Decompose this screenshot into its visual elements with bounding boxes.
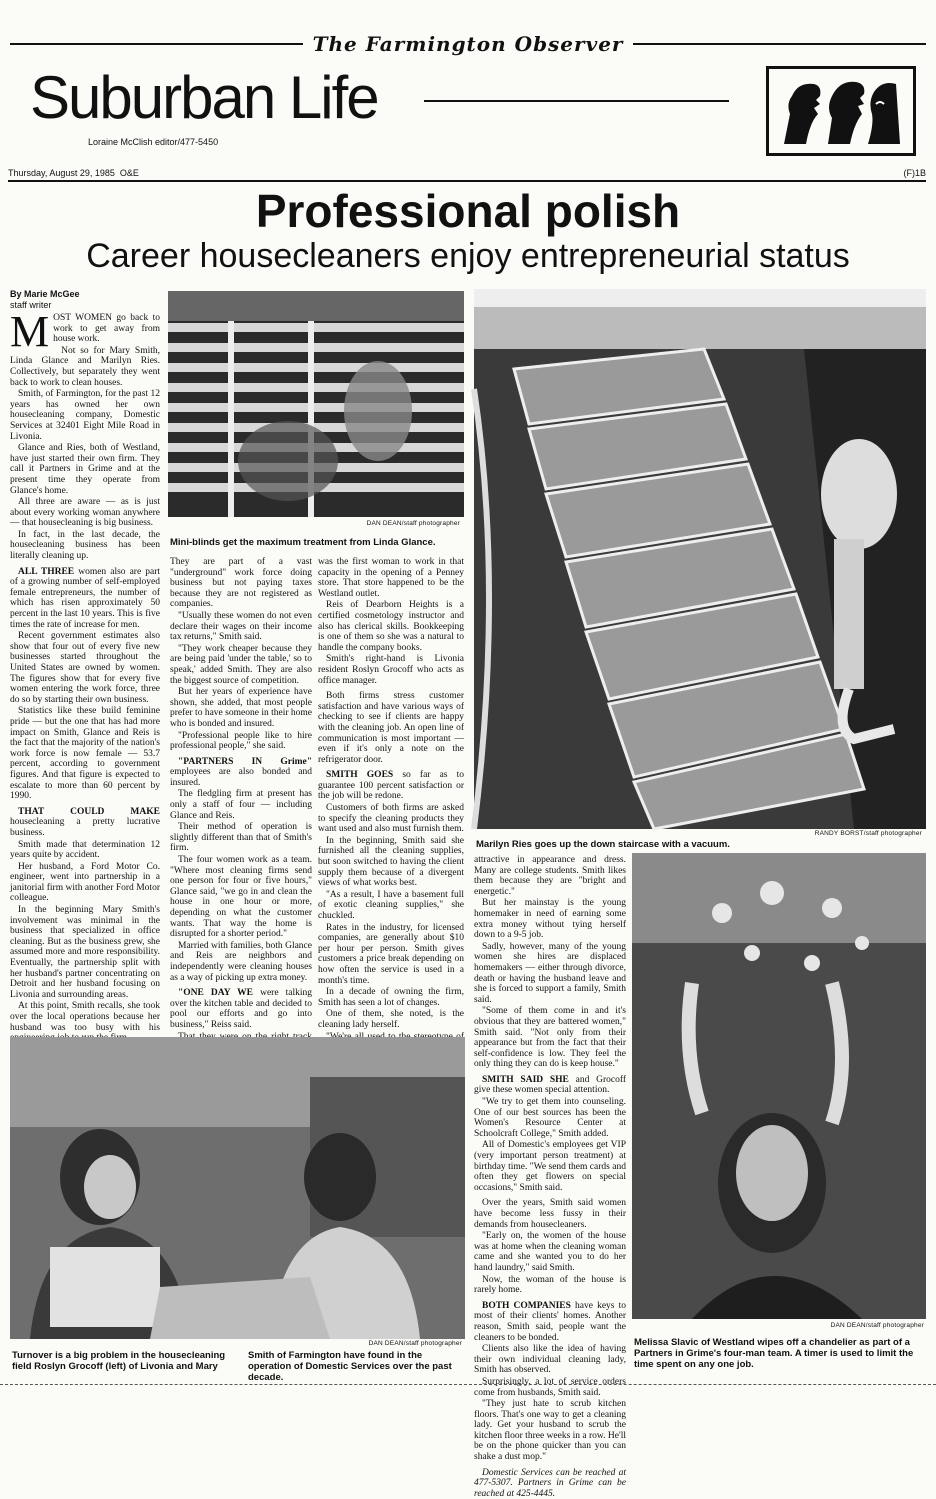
blinds-photo-icon: [168, 291, 464, 517]
paragraph: All of Domestic's employees get VIP (very important person treatment) at birthday time. "We send them cards and often they get flowers on special occasions," Smith said.: [474, 1140, 626, 1193]
paragraph: "Professional people like to hire professional people," she said.: [170, 730, 312, 752]
paragraph: But her mainstay is the young homemaker in need of earning some extra money without tying herself down to a 9-5 job.: [474, 898, 626, 941]
photo-credit: DAN DEAN/staff photographer: [366, 520, 460, 527]
photo-caption-left: Turnover is a big problem in the housecleaning field Roslyn Grocoff (left) of Livonia and Mary: [12, 1350, 226, 1372]
paragraph: The fledgling firm at present has only a staff of four — including Glance and Reis.: [170, 789, 312, 821]
faces-logo-icon: [776, 74, 906, 148]
paragraph: were talking over the kitchen table and decided to pool our efforts and go into business," Reiss said.: [170, 988, 312, 1030]
photo-mini-blinds: [168, 291, 464, 517]
paragraph: "They just hate to scrub kitchen floors. That's one way to get a cleaning lady. Get your husband to scrub the kitchen floor three weeks in a row. He'll be on the phone quicker than you can shake a dust mop.": [474, 1399, 626, 1463]
paragraph: was the first woman to work in that capacity in the opening of a Penney store. That store happened to be the Westland outlet.: [318, 557, 464, 599]
paragraph: In fact, in the last decade, the housecleaning business has been literally cleaning up.: [10, 529, 160, 562]
page-number: (F)1B: [903, 168, 926, 178]
contact-info: Domestic Services can be reached at 477-5307. Partners in Grime can be reached at 425-4445.: [474, 1467, 626, 1499]
paragraph: At this point, Smith recalls, she took over the local operations because her husband was too busy with his: [10, 1001, 160, 1033]
paragraph: women also are part of a growing number of self-employed female entrepreneurs, the number of which has risen approximately 50 percent in the last 10 years. This is five times the rate of increase for men.: [10, 566, 160, 630]
photo-caption: Mini-blinds get the maximum treatment from Linda Glance.: [170, 537, 436, 548]
paragraph: have keys to most of their clients' homes. Another reason, Smith said, people want the cleaners to be bonded.: [474, 1300, 626, 1343]
masthead-rule-right: [633, 43, 926, 45]
photo-credit: DAN DEAN/staff photographer: [368, 1340, 462, 1347]
paragraph: "As a result, I have a basement full of exotic cleaning supplies," she chuckled.: [318, 889, 464, 921]
paragraph: Smith's right-hand is Livonia resident Roslyn Grocoff who acts as office manager.: [318, 654, 464, 686]
paragraph: "We try to get them into counseling. One of our best sources has been the Women's Resource Center at Schoolcraft College," Smith added.: [474, 1097, 626, 1139]
photo-credit: RANDY BORST/staff photographer: [814, 830, 922, 837]
lead-in: SMITH GOES: [326, 770, 394, 781]
paragraph: Statistics like these build feminine pride — but the one that has had more impact on Smith, Glance and Reis is the fact that the majority of the nation's work force is now female — 53.7 percent, according to government figures. And that figure is expected to escalate to more than 60 percent by 1990.: [10, 706, 160, 802]
paragraph: Glance and Ries, both of Westland, have just started their own firm. They call it Partners in Grime and at the present time they operate from Glance's home.: [10, 443, 160, 496]
photo-credit: DAN DEAN/staff photographer: [830, 1322, 924, 1329]
section-title-rule: [424, 100, 729, 102]
lead-in: THAT COULD MAKE: [18, 806, 160, 817]
paragraph: and Grocoff give these women special attention.: [474, 1074, 626, 1096]
headline: Professional polish: [255, 185, 681, 237]
paragraph: Not so for Mary Smith, Linda Glance and Marilyn Ries. Collectively, but separately they went back to work to clean houses.: [10, 345, 160, 388]
paragraph: In the beginning Mary Smith's involvement was minimal in the business that specialized in office cleaning. But as the business grew, she assumed more and more responsibility. Eventually, the partnership split with her husband's partner concentrating on Detroit and her husband focusing on Livonia and surrounding areas.: [10, 905, 160, 1000]
dateline: [8, 168, 926, 182]
lead-in: "PARTNERS IN Grime": [178, 756, 312, 767]
dateline-left: [8, 168, 139, 178]
paragraph: OST WOMEN go back to work to get away from house work.: [53, 313, 160, 345]
article-column-1: [10, 307, 160, 1033]
staircase-photo-icon: [474, 289, 926, 829]
paragraph: They are part of a vast "underground" work force doing business but not paying taxes because they are not registered as companies.: [170, 557, 312, 610]
photo-caption: Marilyn Ries goes up the down staircase with a vacuum.: [476, 839, 730, 850]
office-photo-icon: [10, 1037, 465, 1339]
issue-date: Thursday, August 29, 1985: [8, 168, 115, 178]
paragraph: But her years of experience have shown, she added, that most people prefer to have someone in their home who is bonded and insured.: [170, 687, 312, 729]
lead-in: SMITH SAID SHE: [482, 1074, 569, 1085]
lead-in: BOTH COMPANIES: [482, 1300, 571, 1311]
paragraph: employees are also bonded and insured.: [170, 767, 312, 788]
editor-line: Loraine McClish editor/477-5450: [88, 137, 219, 147]
photo-staircase: [474, 289, 926, 829]
paragraph: Sadly, however, many of the young women she hires are displaced homemakers — either through divorce, death or having the husband leave and she is forced to support a family, Smith said.: [474, 941, 626, 1005]
paragraph: Reis of Dearborn Heights is a certified cosmetology instructor and also has clerical skills. Bookkeeping is one of them so she was a natural to handle the company books.: [318, 600, 464, 653]
photo-chandelier: [632, 853, 926, 1319]
photo-office: [10, 1037, 465, 1339]
paragraph: Now, the woman of the house is rarely home.: [474, 1274, 626, 1296]
lead-in: ALL THREE: [18, 566, 75, 577]
masthead-row: [10, 34, 926, 54]
photo-caption: Melissa Slavic of Westland wipes off a chandelier as part of a Partners in Grime's four-man team. A timer is used to limit the time spent on any one job.: [634, 1337, 914, 1370]
paragraph: "Early on, the women of the house was at home when the cleaning woman came and she wanted you to do her hand laundry," said Smith.: [474, 1231, 626, 1273]
paragraph: In a decade of owning the firm, Smith has seen a lot of changes.: [318, 987, 464, 1008]
paragraph: so far as to guarantee 100 percent satisfaction or the job will be redone.: [318, 770, 464, 802]
article-column-2: [170, 557, 312, 1035]
article-column-3: [318, 557, 464, 1035]
section-logo: [766, 66, 916, 156]
photo-caption-right: Smith of Farmington have found in the operation of Domestic Services over the past decade.: [248, 1350, 452, 1383]
paragraph: "Some of them come in and it's obvious that they are battered women," Smith said. "Not only from their appearance but from the fact that their self-confidence is low. They feel the only thing they can do is keep house.": [474, 1006, 626, 1070]
paragraph: Over the years, Smith said women have become less fussy in their demands from housecleaners.: [474, 1198, 626, 1230]
paragraph: Her husband, a Ford Motor Co. engineer, went into partnership in a janitorial firm with another Ford Motor colleague.: [10, 861, 160, 904]
paragraph: "They work cheaper because they are being paid 'under the table,' so to speak,' added Smith. They are also the biggest source of competition.: [170, 643, 312, 686]
paragraph: attractive in appearance and dress. Many are college students. Smith likes them because they are "bright and energetic.": [474, 855, 626, 897]
byline-title: staff writer: [10, 300, 52, 310]
paragraph: housecleaning a pretty lucrative business.: [10, 817, 160, 838]
lead-in: "ONE DAY WE: [178, 988, 254, 999]
paragraph: The four women work as a team. "Where most cleaning firms send one person for four or five hours," Glance said, "we go in and clean the house in one hour or more, depending on what the customer wants. That way the home is disrupted for a shorter period.": [170, 855, 312, 940]
paragraph: Their method of operation is slightly different than that of Smith's firm.: [170, 822, 312, 854]
paragraph: All three are aware — as is just about every working woman anywhere — that housecleaning is big business.: [10, 497, 160, 529]
paragraph: Clients also like the idea of having their own individual cleaning lady, Smith has observed.: [474, 1344, 626, 1376]
masthead: The Farmington Observer: [312, 32, 624, 56]
masthead-rule-left: [10, 43, 303, 45]
paragraph: Recent government estimates also show that four out of every five new businesses started throughout the United States are owned by women. The figures show that for every five women entering the work force, three do so by starting their own business.: [10, 631, 160, 705]
subhead: Career housecleaners enjoy entrepreneurial status: [86, 237, 850, 275]
drop-cap: M: [10, 307, 50, 356]
bottom-rule: [0, 1384, 936, 1385]
chandelier-photo-icon: [632, 853, 926, 1319]
paragraph: Surprisingly, a lot of service orders come from husbands, Smith said.: [474, 1376, 626, 1398]
byline-name: By Marie McGee: [10, 289, 80, 299]
paragraph: "Usually these women do not even declare their wages on their income tax returns," Smith said.: [170, 610, 312, 643]
paragraph: Both firms stress customer satisfaction and have various ways of checking to see if clients are happy with the cleaning job. An open line of communication is most important — even if it's only a note on the refrigerator door.: [318, 691, 464, 765]
paragraph: In the beginning, Smith said she furnished all the cleaning supplies, but soon switched to having the client supply them because of a divergent views of what works best.: [318, 835, 464, 889]
paragraph: One of them, she noted, is the cleaning lady herself.: [318, 1009, 464, 1030]
paragraph: Smith made that determination 12 years quite by accident.: [10, 839, 160, 861]
paragraph: Married with families, both Glance and Reis are neighbors and independently were cleaning houses as a way of picking up extra money.: [170, 940, 312, 983]
article-column-4: [474, 855, 626, 1499]
paragraph: Rates in the industry, for licensed companies, are generally about $10 per hour per person. Smith gives customers a price break depending on how often the service is used in a month's time.: [318, 922, 464, 986]
section-title: Suburban Life: [30, 64, 378, 131]
edition-code: O&E: [119, 168, 139, 178]
paragraph: Customers of both firms are asked to specify the cleaning products they want used and also must furnish them.: [318, 803, 464, 835]
paragraph: Smith, of Farmington, for the past 12 years has owned her own housecleaning company, Domestic Services at 32401 Eight Mile Road in Livonia.: [10, 389, 160, 442]
